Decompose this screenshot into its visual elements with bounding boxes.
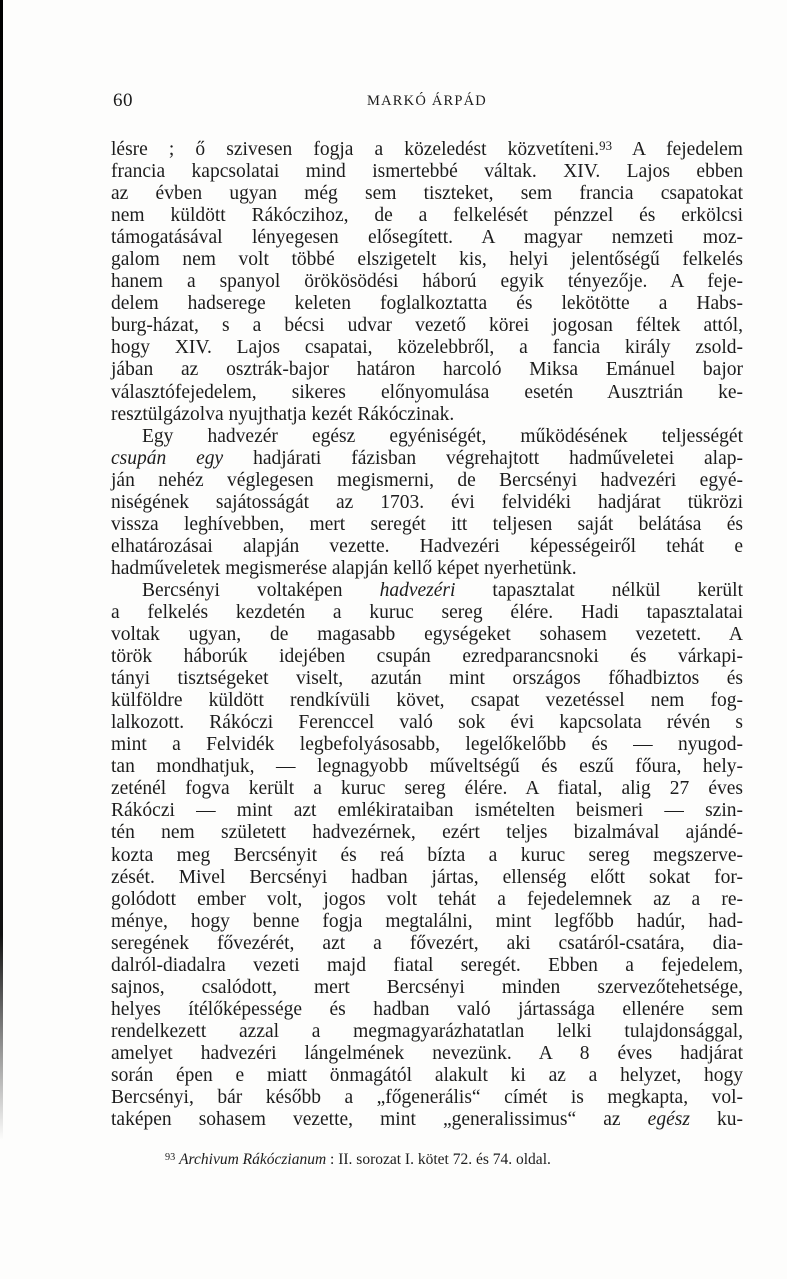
page-number: 60 xyxy=(113,90,133,111)
text-line: nem küldött Rákóczihoz, de a felkelését pénzzel és erkölcsi xyxy=(111,205,743,227)
text-line: delem hadserege keleten foglalkoztatta és lekötötte a Habs- xyxy=(111,293,743,315)
text-line: vissza leghívebben, mert seregét itt teljesen saját belátása és xyxy=(111,513,743,535)
text-line: seregének fővezérét, azt a fővezért, aki csatáról-csatára, dia- xyxy=(111,932,743,954)
text-line: az évben ugyan még sem tiszteket, sem francia csapatokat xyxy=(111,183,743,205)
text-line: tányi tisztségeket viselt, azután mint országos főhadbiztos és xyxy=(111,668,743,690)
text-line: Egy hadvezér egész egyéniségét, működésének teljességét xyxy=(142,425,743,447)
page-header xyxy=(111,90,743,112)
text-line: lésre ; ő szivesen fogja a közeledést közvetíteni.$^{93}$ A fejedelem xyxy=(111,138,743,160)
text-line: voltak ugyan, de magasabb egységeket sohasem vezetett. A xyxy=(111,624,743,646)
body-text xyxy=(111,139,743,1131)
text-line: választófejedelem, sikeres előnyomulása esetén Ausztrián ke- xyxy=(111,381,743,403)
text-line: kozta meg Bercsényit és reá bízta a kuruc sereg megszerve- xyxy=(111,844,743,866)
text-line: ménye, hogy benne fogja megtalálni, mint legfőbb hadúr, had- xyxy=(111,910,743,932)
paragraph xyxy=(111,139,743,426)
emphasis-text: Archivum Rákóczianum xyxy=(179,1151,327,1168)
paragraph xyxy=(111,426,743,580)
text-line: resztülgázolva nyujthatja kezét Rákóczinak. xyxy=(111,403,455,425)
emphasis-text: csupán egy xyxy=(111,447,224,469)
text-line: támogatásával lényegesen elősegített. A magyar nemzeti moz- xyxy=(111,227,743,249)
text-line: galom nem volt többé elszigetelt kis, helyi jelentőségű felkelés xyxy=(111,249,743,271)
text-line: tan mondhatjuk, — legnagyobb műveltségű és eszű főura, hely- xyxy=(111,756,743,778)
emphasis-text: hadvezéri xyxy=(379,579,456,601)
text-line: a felkelés kezdetén a kuruc sereg élére. Hadi tapasztalatai xyxy=(111,601,743,623)
text-line: Bercsényi, bár később a „főgenerális“ címét is megkapta, vol- xyxy=(111,1087,743,1109)
text-line: lalkozott. Rákóczi Ferenccel való sok évi kapcsolata révén s xyxy=(111,712,743,734)
text-line: tén nem született hadvezérnek, ezért teljes bizalmával ajándé- xyxy=(111,822,743,844)
text-line: sajnos, csalódott, mert Bercsényi minden szervezőtehetsége, xyxy=(111,976,743,998)
footnote-marker: 93 xyxy=(165,1151,176,1163)
text-line: helyes ítélőképessége és hadban való jártassága ellenére sem xyxy=(111,998,743,1020)
text-line: hogy XIV. Lajos csapatai, közelebbről, a fancia király zsold- xyxy=(111,337,743,359)
text-line: külföldre küldött rendkívüli követ, csapat vezetéssel nem fog- xyxy=(111,690,743,712)
text-line: zését. Mivel Bercsényi hadban jártas, ellenség előtt sokat for- xyxy=(111,866,743,888)
text-line: hadműveletek megismerése alapján kellő képet nyerhetünk. xyxy=(111,557,577,579)
scan-edge-artifact xyxy=(0,0,3,1140)
text-line: Rákóczi — mint azt emlékirataiban ismételten beismeri — szin- xyxy=(111,800,743,822)
text-line: francia kapcsolatai mind ismertebbé váltak. XIV. Lajos ebben xyxy=(111,161,743,183)
text-line: jában az osztrák-bajor határon harcoló Miksa Emánuel bajor xyxy=(111,359,743,381)
text-line: ján nehéz véglegesen megismerni, de Bercsényi hadvezéri egyé- xyxy=(111,469,743,491)
text-line: hanem a spanyol örökösödési háború egyik tényezője. A feje- xyxy=(111,271,743,293)
emphasis-text: egész xyxy=(647,1109,690,1131)
footnote-marker: 93 xyxy=(599,138,613,153)
text-line: elhatározásai alapján vezette. Hadvezéri képességeiről tehát e xyxy=(111,535,743,557)
text-line: mint a Felvidék legbefolyásosabb, legelőkelőbb és — nyugod- xyxy=(111,734,743,756)
text-line: során épen e miatt önmagától alakult ki az a helyzet, hogy xyxy=(111,1064,743,1086)
text-line: golódott ember volt, jogos volt tehát a fejedelemnek az a re- xyxy=(111,888,743,910)
text-line: rendelkezett azzal a megmagyarázhatatlan lelki tulajdonsággal, xyxy=(111,1020,743,1042)
text-line: niségének sajátosságát az 1703. évi felvidéki hadjárat tükrözi xyxy=(111,491,743,513)
footnote: $^{93}$ Archivum Rákóczianum : II. sorozat I. kötet 72. és 74. oldal. xyxy=(165,1151,551,1168)
text-line: török háborúk idejében csupán ezredparancsnoki és várkapi- xyxy=(111,646,743,668)
text-line: amelyet hadvezéri lángelmének nevezünk. A 8 éves hadjárat xyxy=(111,1042,743,1064)
paragraph xyxy=(111,580,743,1131)
text-line: burg-házat, s a bécsi udvar vezető körei jogosan féltek attól, xyxy=(111,315,743,337)
text-line: Bercsényi voltaképen hadvezéri tapasztalat nélkül került xyxy=(142,579,743,601)
text-line: dalról-diadalra vezeti majd fiatal seregét. Ebben a fejedelem, xyxy=(111,954,743,976)
running-header-title: MARKÓ ÁRPÁD xyxy=(367,93,487,109)
text-line: taképen sohasem vezette, mint „generalissimus“ az egész ku- xyxy=(111,1109,744,1131)
text-line: csupán egy hadjárati fázisban végrehajtott hadműveletei alap- xyxy=(111,447,743,469)
text-line: zeténél fogva került a kuruc sereg élére. A fiatal, alig 27 éves xyxy=(111,778,743,800)
